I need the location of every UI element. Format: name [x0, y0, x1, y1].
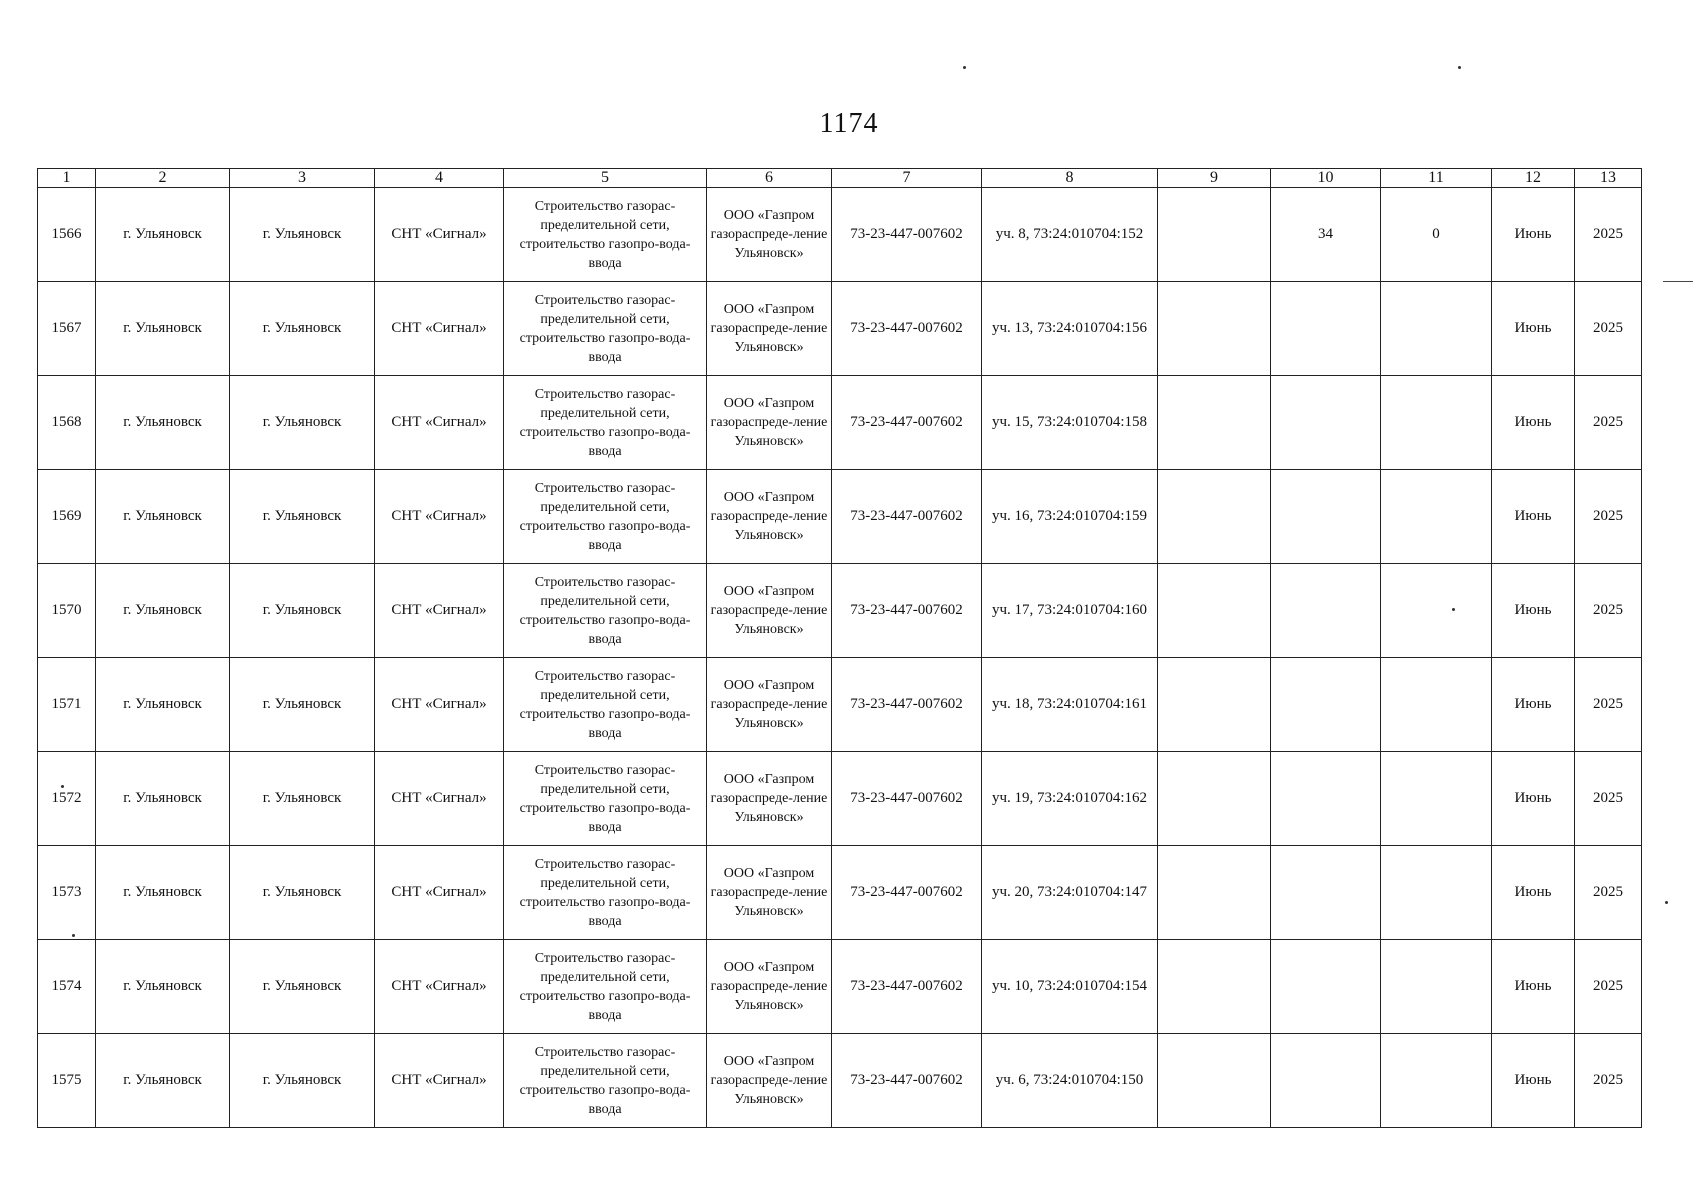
scan-speck: [1452, 608, 1455, 611]
table-row: [38, 846, 1642, 940]
column-10-cell: [1271, 282, 1381, 376]
settlement-cell: г. Ульяновск: [230, 1034, 375, 1128]
settlement-cell: г. Ульяновск: [230, 564, 375, 658]
settlement-cell: г. Ульяновск: [230, 752, 375, 846]
scan-speck: [61, 785, 64, 788]
register-table: [37, 168, 1642, 1128]
column-9-cell: [1158, 940, 1271, 1034]
month-cell: Июнь: [1492, 188, 1575, 282]
work-description-cell: Строительство газорас-пределительной сети, строительство газопро-вода-ввода: [504, 376, 707, 470]
object-code-cell: 73-23-447-007602: [832, 188, 982, 282]
work-description-cell: Строительство газорас-пределительной сети, строительство газопро-вода-ввода: [504, 1034, 707, 1128]
region-cell: г. Ульяновск: [96, 658, 230, 752]
column-number-9: 9: [1158, 169, 1271, 188]
row-number-cell: 1573: [38, 846, 96, 940]
location-cell: СНТ «Сигнал»: [375, 658, 504, 752]
column-10-cell: [1271, 470, 1381, 564]
settlement-cell: г. Ульяновск: [230, 846, 375, 940]
month-cell: Июнь: [1492, 282, 1575, 376]
column-11-cell: [1381, 1034, 1492, 1128]
table-row: [38, 940, 1642, 1034]
header-row: [38, 169, 1642, 188]
table-row: [38, 470, 1642, 564]
page-number: 1174: [819, 108, 879, 139]
region-cell: г. Ульяновск: [96, 752, 230, 846]
land-plot-cell: уч. 13, 73:24:010704:156: [982, 282, 1158, 376]
settlement-cell: г. Ульяновск: [230, 658, 375, 752]
year-cell: 2025: [1575, 752, 1642, 846]
work-description-cell: Строительство газорас-пределительной сети, строительство газопро-вода-ввода: [504, 846, 707, 940]
column-9-cell: [1158, 564, 1271, 658]
column-11-cell: 0: [1381, 188, 1492, 282]
object-code-cell: 73-23-447-007602: [832, 282, 982, 376]
location-cell: СНТ «Сигнал»: [375, 846, 504, 940]
year-cell: 2025: [1575, 282, 1642, 376]
scan-speck: [1458, 66, 1461, 69]
row-number-cell: 1567: [38, 282, 96, 376]
object-code-cell: 73-23-447-007602: [832, 1034, 982, 1128]
organization-cell: ООО «Газпром газораспреде-ление Ульяновск»: [707, 188, 832, 282]
land-plot-cell: уч. 20, 73:24:010704:147: [982, 846, 1158, 940]
column-9-cell: [1158, 752, 1271, 846]
column-9-cell: [1158, 282, 1271, 376]
organization-cell: ООО «Газпром газораспреде-ление Ульяновск»: [707, 940, 832, 1034]
work-description-cell: Строительство газорас-пределительной сети, строительство газопро-вода-ввода: [504, 658, 707, 752]
year-cell: 2025: [1575, 940, 1642, 1034]
organization-cell: ООО «Газпром газораспреде-ление Ульяновск»: [707, 376, 832, 470]
month-cell: Июнь: [1492, 376, 1575, 470]
object-code-cell: 73-23-447-007602: [832, 752, 982, 846]
organization-cell: ООО «Газпром газораспреде-ление Ульяновск»: [707, 564, 832, 658]
work-description-cell: Строительство газорас-пределительной сети, строительство газопро-вода-ввода: [504, 188, 707, 282]
settlement-cell: г. Ульяновск: [230, 940, 375, 1034]
column-11-cell: [1381, 376, 1492, 470]
region-cell: г. Ульяновск: [96, 846, 230, 940]
table-row: [38, 1034, 1642, 1128]
column-number-5: 5: [504, 169, 707, 188]
column-11-cell: [1381, 658, 1492, 752]
month-cell: Июнь: [1492, 564, 1575, 658]
column-9-cell: [1158, 846, 1271, 940]
column-11-cell: [1381, 846, 1492, 940]
region-cell: г. Ульяновск: [96, 564, 230, 658]
region-cell: г. Ульяновск: [96, 1034, 230, 1128]
column-11-cell: [1381, 282, 1492, 376]
column-11-cell: [1381, 564, 1492, 658]
object-code-cell: 73-23-447-007602: [832, 658, 982, 752]
column-9-cell: [1158, 658, 1271, 752]
column-number-header: [38, 169, 1642, 188]
location-cell: СНТ «Сигнал»: [375, 752, 504, 846]
scan-speck: [963, 66, 966, 69]
year-cell: 2025: [1575, 846, 1642, 940]
column-10-cell: [1271, 1034, 1381, 1128]
column-9-cell: [1158, 188, 1271, 282]
work-description-cell: Строительство газорас-пределительной сети, строительство газопро-вода-ввода: [504, 282, 707, 376]
year-cell: 2025: [1575, 658, 1642, 752]
object-code-cell: 73-23-447-007602: [832, 564, 982, 658]
table-row: [38, 282, 1642, 376]
column-number-2: 2: [96, 169, 230, 188]
row-number-cell: 1568: [38, 376, 96, 470]
row-number-cell: 1571: [38, 658, 96, 752]
row-number-cell: 1566: [38, 188, 96, 282]
object-code-cell: 73-23-447-007602: [832, 846, 982, 940]
year-cell: 2025: [1575, 470, 1642, 564]
settlement-cell: г. Ульяновск: [230, 188, 375, 282]
row-number-cell: 1570: [38, 564, 96, 658]
month-cell: Июнь: [1492, 752, 1575, 846]
region-cell: г. Ульяновск: [96, 282, 230, 376]
scan-speck: [1665, 901, 1668, 904]
column-10-cell: [1271, 752, 1381, 846]
column-number-3: 3: [230, 169, 375, 188]
row-number-cell: 1575: [38, 1034, 96, 1128]
table-row: [38, 376, 1642, 470]
month-cell: Июнь: [1492, 940, 1575, 1034]
column-9-cell: [1158, 470, 1271, 564]
location-cell: СНТ «Сигнал»: [375, 940, 504, 1034]
land-plot-cell: уч. 10, 73:24:010704:154: [982, 940, 1158, 1034]
table-row: [38, 564, 1642, 658]
location-cell: СНТ «Сигнал»: [375, 188, 504, 282]
table-row: [38, 752, 1642, 846]
column-number-13: 13: [1575, 169, 1642, 188]
row-number-cell: 1574: [38, 940, 96, 1034]
column-11-cell: [1381, 752, 1492, 846]
month-cell: Июнь: [1492, 846, 1575, 940]
organization-cell: ООО «Газпром газораспреде-ление Ульяновск»: [707, 846, 832, 940]
land-plot-cell: уч. 19, 73:24:010704:162: [982, 752, 1158, 846]
column-10-cell: [1271, 846, 1381, 940]
settlement-cell: г. Ульяновск: [230, 470, 375, 564]
location-cell: СНТ «Сигнал»: [375, 564, 504, 658]
land-plot-cell: уч. 15, 73:24:010704:158: [982, 376, 1158, 470]
year-cell: 2025: [1575, 376, 1642, 470]
column-10-cell: [1271, 376, 1381, 470]
table-body: [38, 188, 1642, 1128]
month-cell: Июнь: [1492, 470, 1575, 564]
work-description-cell: Строительство газорас-пределительной сети, строительство газопро-вода-ввода: [504, 752, 707, 846]
land-plot-cell: уч. 16, 73:24:010704:159: [982, 470, 1158, 564]
work-description-cell: Строительство газорас-пределительной сети, строительство газопро-вода-ввода: [504, 940, 707, 1034]
object-code-cell: 73-23-447-007602: [832, 940, 982, 1034]
column-9-cell: [1158, 1034, 1271, 1128]
settlement-cell: г. Ульяновск: [230, 376, 375, 470]
scan-edge-line: [1663, 281, 1693, 282]
region-cell: г. Ульяновск: [96, 188, 230, 282]
location-cell: СНТ «Сигнал»: [375, 376, 504, 470]
organization-cell: ООО «Газпром газораспреде-ление Ульяновск»: [707, 1034, 832, 1128]
land-plot-cell: уч. 17, 73:24:010704:160: [982, 564, 1158, 658]
year-cell: 2025: [1575, 1034, 1642, 1128]
column-10-cell: [1271, 658, 1381, 752]
year-cell: 2025: [1575, 188, 1642, 282]
work-description-cell: Строительство газорас-пределительной сети, строительство газопро-вода-ввода: [504, 470, 707, 564]
object-code-cell: 73-23-447-007602: [832, 470, 982, 564]
column-11-cell: [1381, 470, 1492, 564]
column-11-cell: [1381, 940, 1492, 1034]
column-number-7: 7: [832, 169, 982, 188]
region-cell: г. Ульяновск: [96, 376, 230, 470]
settlement-cell: г. Ульяновск: [230, 282, 375, 376]
column-number-10: 10: [1271, 169, 1381, 188]
table-row: [38, 658, 1642, 752]
location-cell: СНТ «Сигнал»: [375, 282, 504, 376]
row-number-cell: 1572: [38, 752, 96, 846]
region-cell: г. Ульяновск: [96, 940, 230, 1034]
location-cell: СНТ «Сигнал»: [375, 1034, 504, 1128]
region-cell: г. Ульяновск: [96, 470, 230, 564]
column-10-cell: [1271, 940, 1381, 1034]
year-cell: 2025: [1575, 564, 1642, 658]
scan-speck: [72, 934, 75, 937]
column-number-12: 12: [1492, 169, 1575, 188]
column-10-cell: [1271, 564, 1381, 658]
table-row: [38, 188, 1642, 282]
organization-cell: ООО «Газпром газораспреде-ление Ульяновск»: [707, 658, 832, 752]
object-code-cell: 73-23-447-007602: [832, 376, 982, 470]
organization-cell: ООО «Газпром газораспреде-ление Ульяновск»: [707, 752, 832, 846]
column-number-11: 11: [1381, 169, 1492, 188]
column-number-8: 8: [982, 169, 1158, 188]
organization-cell: ООО «Газпром газораспреде-ление Ульяновск»: [707, 470, 832, 564]
column-number-6: 6: [707, 169, 832, 188]
month-cell: Июнь: [1492, 658, 1575, 752]
land-plot-cell: уч. 8, 73:24:010704:152: [982, 188, 1158, 282]
column-number-1: 1: [38, 169, 96, 188]
column-9-cell: [1158, 376, 1271, 470]
row-number-cell: 1569: [38, 470, 96, 564]
column-10-cell: 34: [1271, 188, 1381, 282]
column-number-4: 4: [375, 169, 504, 188]
land-plot-cell: уч. 18, 73:24:010704:161: [982, 658, 1158, 752]
land-plot-cell: уч. 6, 73:24:010704:150: [982, 1034, 1158, 1128]
organization-cell: ООО «Газпром газораспреде-ление Ульяновск»: [707, 282, 832, 376]
month-cell: Июнь: [1492, 1034, 1575, 1128]
location-cell: СНТ «Сигнал»: [375, 470, 504, 564]
work-description-cell: Строительство газорас-пределительной сети, строительство газопро-вода-ввода: [504, 564, 707, 658]
